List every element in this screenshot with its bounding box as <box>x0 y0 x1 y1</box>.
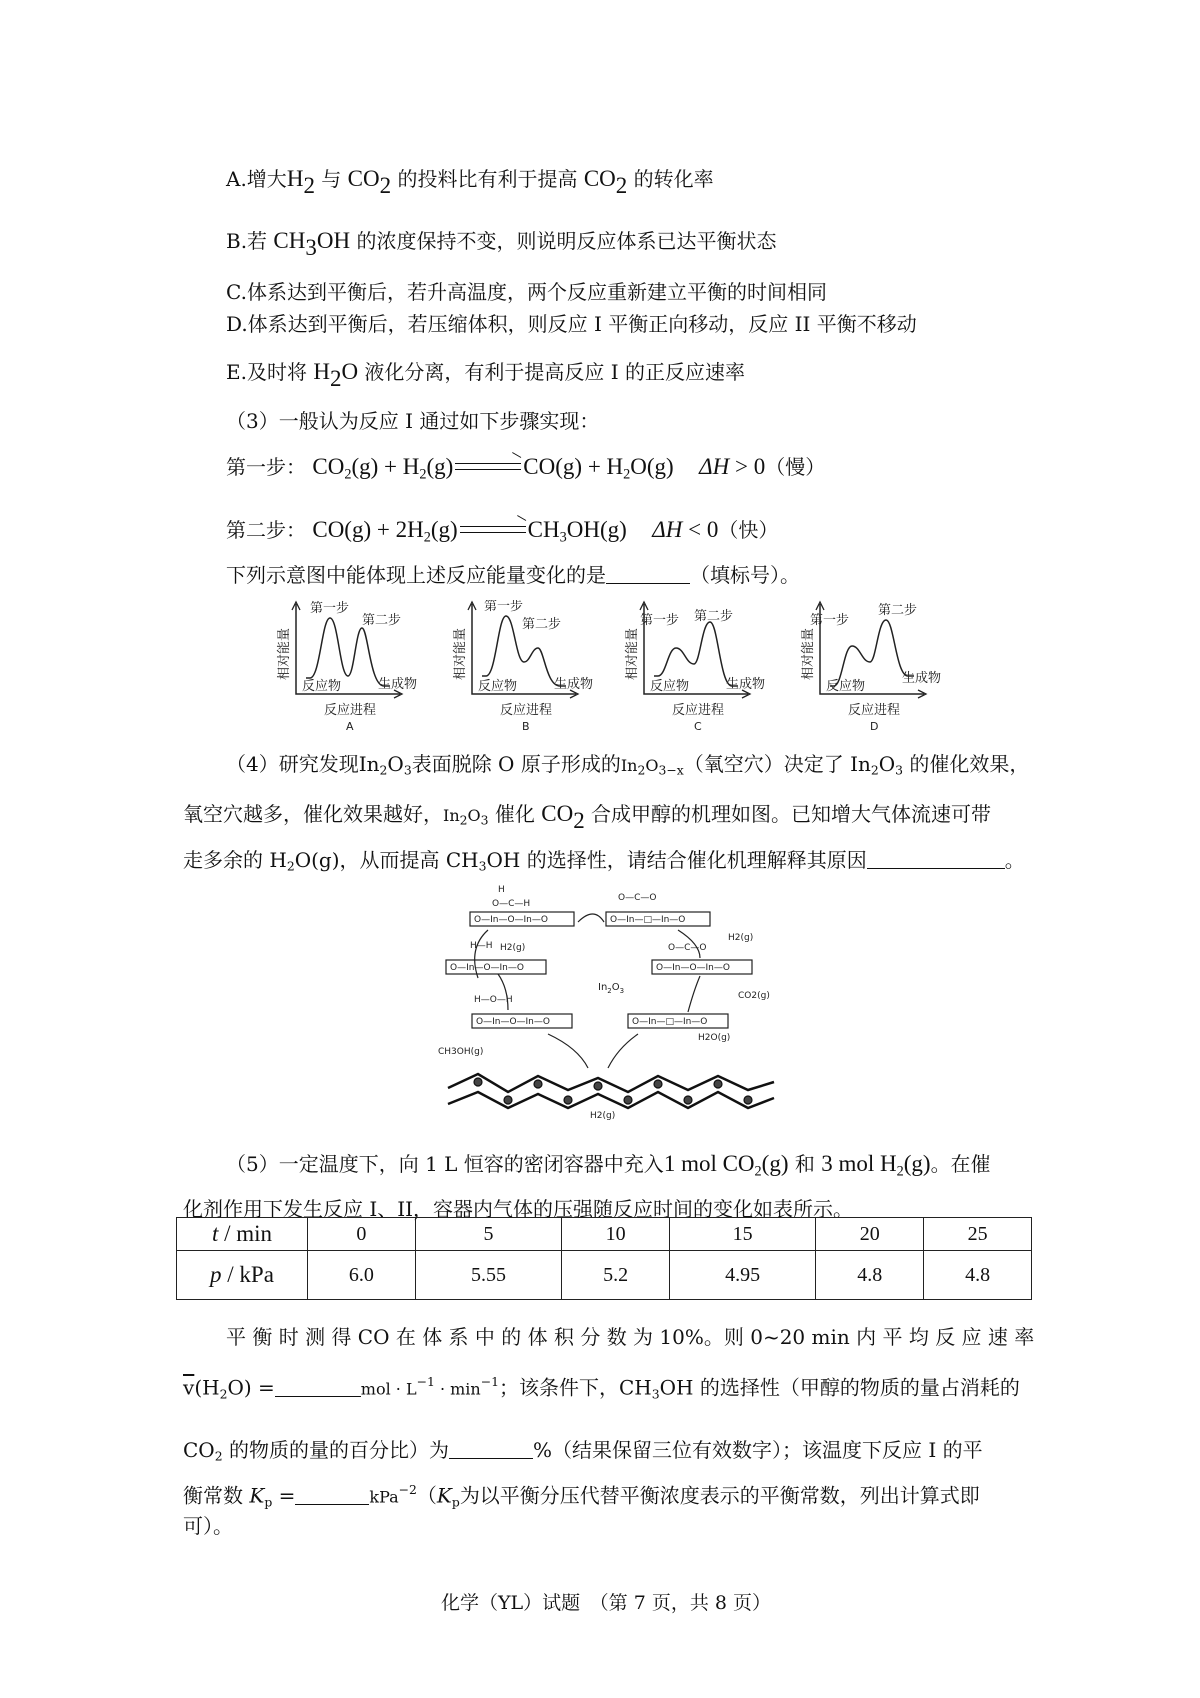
svg-text:O—In—□—In—O: O—In—□—In—O <box>610 915 686 925</box>
diagram-id: D <box>870 720 879 733</box>
q4-line1: （4）研究发现$In_2O_3$表面脱除 O 原子形成的$In_2O_{3-x}$（氧空穴）决定了 $In_2O_3$ 的催化效果， <box>226 752 1030 778</box>
product-label: 生成物 <box>378 677 418 692</box>
table-cell: 6.0 <box>308 1251 416 1300</box>
q4-line2: 氧空穴越多，催化效果越好，$In_2O_3$ 催化 $CO_2$ 合成甲醇的机理如图。已知增大气体流速可带 <box>183 801 992 833</box>
y-axis-label: 相对能量 <box>625 627 640 680</box>
answer-blank[interactable] <box>275 1376 361 1397</box>
peak-1-label: 第一步 <box>310 601 350 616</box>
svg-text:O—C—H: O—C—H <box>492 899 531 909</box>
label-ch3oh: CH3OH(g) <box>438 1047 484 1057</box>
q3-step2: 第二步： $CO(g) + 2H_2(g)$ $CH_3OH(g)$ ΔH < 0（快） <box>226 517 779 546</box>
svg-text:O—In—O—In—O: O—In—O—In—O <box>474 915 548 925</box>
answer-blank[interactable] <box>606 563 690 584</box>
energy-diagrams <box>266 600 946 740</box>
crystal-lattice-icon <box>448 1074 774 1108</box>
peak-2-label: 第二步 <box>694 609 734 624</box>
x-axis-label: 反应进程 <box>848 703 901 718</box>
svg-text:H: H <box>498 885 505 895</box>
mechanism-diagram <box>438 878 784 1124</box>
equilibrium-arrow-icon <box>455 456 521 476</box>
diagram-id: A <box>346 720 354 733</box>
q3-intro: （3）一般认为反应 I 通过如下步骤实现： <box>226 409 600 433</box>
answer-blank[interactable] <box>867 848 1005 869</box>
table-cell: 20 <box>816 1218 924 1251</box>
peak-1-label: 第一步 <box>484 600 524 614</box>
option-b: B.若 $CH_3OH$ 的浓度保持不变，则说明反应体系已达平衡状态 <box>226 228 777 260</box>
table-row-time <box>177 1218 1032 1251</box>
table-cell: 5 <box>415 1218 561 1251</box>
q3-question: 下列示意图中能体现上述反应能量变化的是 （填标号）。 <box>226 563 800 587</box>
q3-step1: 第一步： $CO_2(g) + H_2(g)$ $CO(g) + H_2O(g)$ ΔH > 0（慢） <box>226 454 826 483</box>
product-label: 生成物 <box>726 677 766 692</box>
reactant-label: 反应物 <box>302 679 342 694</box>
table-cell: 5.2 <box>562 1251 670 1300</box>
page-footer: 化学（YL）试题 （第 7 页，共 8 页） <box>441 1592 771 1614</box>
label-h2-bottom: H2(g) <box>590 1111 616 1121</box>
product-label: 生成物 <box>902 671 942 686</box>
product-label: 生成物 <box>554 677 594 692</box>
reactant-label: 反应物 <box>650 679 690 694</box>
diagram-id: B <box>522 720 530 733</box>
peak-1-label: 第一步 <box>810 613 850 628</box>
table-cell: 0 <box>308 1218 416 1251</box>
pressure-header: p / kPa <box>177 1251 308 1300</box>
y-axis-label: 相对能量 <box>277 627 292 680</box>
label-h2-right: H2(g) <box>728 933 754 943</box>
svg-text:O—In—O—In—O: O—In—O—In—O <box>656 963 730 973</box>
x-axis-label: 反应进程 <box>500 703 553 718</box>
table-cell: 4.8 <box>924 1251 1032 1300</box>
svg-text:O—In—O—In—O: O—In—O—In—O <box>476 1017 550 1027</box>
option-a: A.增大$H_2$ 与 $CO_2$ 的投料比有利于提高 $CO_2$ 的转化率 <box>226 166 714 198</box>
q5-line6: 衡常数 $K_p = kPa^{-2}(K_p$为以平衡分压代替平衡浓度表示的平衡常数，列出计算式即 <box>183 1482 980 1510</box>
peak-2-label: 第二步 <box>878 603 918 618</box>
table-cell: 25 <box>924 1218 1032 1251</box>
svg-text:O—In—□—In—O: O—In—□—In—O <box>632 1017 708 1027</box>
svg-text:O—In—O—In—O: O—In—O—In—O <box>450 963 524 973</box>
table-cell: 10 <box>562 1218 670 1251</box>
reactant-label: 反应物 <box>478 679 518 694</box>
label-co2: CO2(g) <box>738 991 770 1001</box>
label-h2o: H2O(g) <box>698 1033 731 1043</box>
energy-diagram-d <box>800 602 941 733</box>
answer-blank[interactable] <box>449 1438 533 1459</box>
peak-2-label: 第二步 <box>362 613 402 628</box>
q5-line7: 可）。 <box>183 1514 233 1538</box>
energy-diagram-a <box>276 600 417 733</box>
table-cell: 4.95 <box>669 1251 815 1300</box>
q5-line2: 化剂作用下发生反应 I、II，容器内气体的压强随反应时间的变化如表所示。 <box>183 1197 854 1221</box>
svg-text:H—O—H: H—O—H <box>474 995 513 1005</box>
pressure-time-table <box>176 1217 1032 1300</box>
diagram-id: C <box>694 720 702 733</box>
svg-text:H—H: H—H <box>470 941 493 951</box>
table-cell: 4.8 <box>816 1251 924 1300</box>
y-axis-label: 相对能量 <box>453 627 468 680</box>
x-axis-label: 反应进程 <box>324 703 377 718</box>
peak-1-label: 第一步 <box>640 613 680 628</box>
answer-blank[interactable] <box>295 1484 369 1505</box>
svg-text:O—C—O: O—C—O <box>618 893 657 903</box>
svg-text:O—C—O: O—C—O <box>668 943 707 953</box>
energy-diagram-c <box>624 602 765 733</box>
reactant-label: 反应物 <box>826 679 866 694</box>
equilibrium-arrow-icon <box>460 519 526 539</box>
peak-2-label: 第二步 <box>522 617 562 632</box>
q5-line4: $v(H_2O)$ = mol · $L^{-1} \cdot \min^{-1}$；该条件下，$CH_3OH$ 的选择性（甲醇的物质的量占消耗的 <box>183 1374 1020 1402</box>
table-cell: 15 <box>669 1218 815 1251</box>
label-h2-top-left: H2(g) <box>500 943 526 953</box>
option-d: D.体系达到平衡后，若压缩体积，则反应 I 平衡正向移动，反应 II 平衡不移动 <box>226 312 917 336</box>
table-cell: 5.55 <box>415 1251 561 1300</box>
table-row-pressure <box>177 1251 1032 1300</box>
option-e: E.及时将 $H_2O$ 液化分离，有利于提高反应 I 的正反应速率 <box>226 359 746 391</box>
energy-diagram-b <box>452 600 593 733</box>
q4-line3: 走多余的 $H_2O(g)$，从而提高 $CH_3OH$ 的选择性，请结合催化机理解释其原因 。 <box>183 848 1025 874</box>
mechanism-center-label: $In_2O_3$ <box>598 982 625 995</box>
q5-line3: 平 衡 时 测 得 CO 在 体 系 中 的 体 积 分 数 为 10%。则 0~20 min 内 平 均 反 应 速 率 <box>226 1325 1035 1349</box>
y-axis-label: 相对能量 <box>801 627 816 680</box>
q5-line1: （5）一定温度下，向 1 L 恒容的密闭容器中充入1 mol $CO_2(g)$ 和 3 mol $H_2(g)$。在催 <box>226 1151 991 1180</box>
x-axis-label: 反应进程 <box>672 703 725 718</box>
time-header: t / min <box>177 1218 308 1251</box>
energy-curve <box>306 618 390 686</box>
q5-line5: $CO_2$ 的物质的量的百分比）为 %（结果保留三位有效数字）；该温度下反应 I 的平 <box>183 1438 983 1464</box>
option-c: C.体系达到平衡后，若升高温度，两个反应重新建立平衡的时间相同 <box>226 280 827 304</box>
